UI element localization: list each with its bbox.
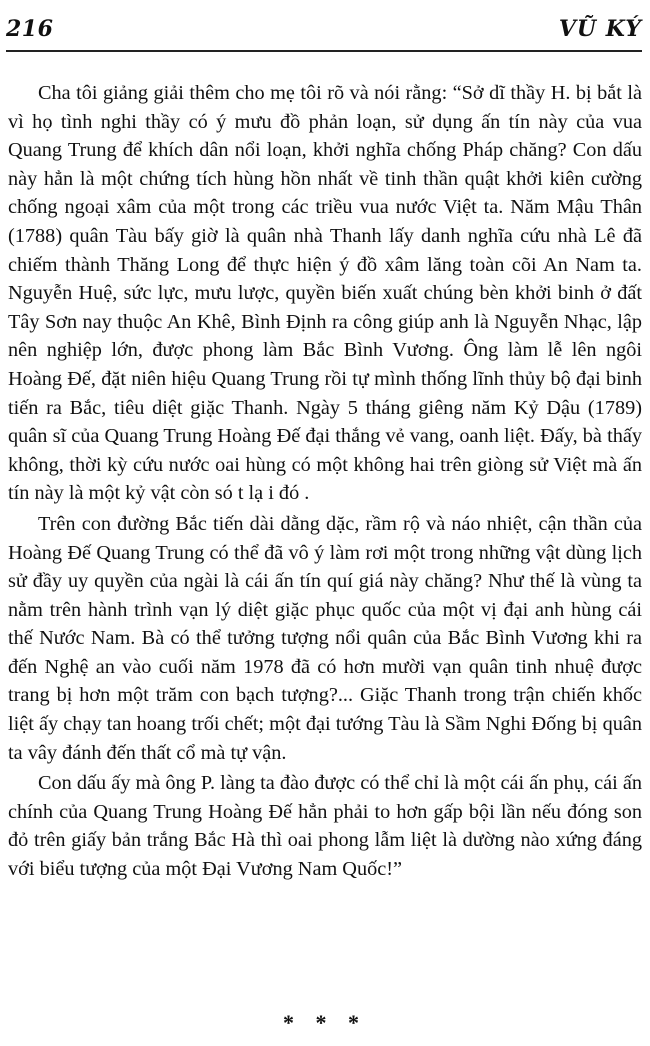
page-number: 216 (6, 16, 54, 42)
body-text (8, 79, 642, 884)
running-head: VŨ KÝ (558, 16, 642, 42)
section-break-ornament: * * * (283, 1010, 367, 1035)
page-header (6, 14, 642, 52)
paragraph: Cha tôi giảng giải thêm cho mẹ tôi rõ và nói rằng: “Sở dĩ thầy H. bị bắt là vì họ tình nghi thầy có ý mưu đồ phản loạn, sử dụng ấn tín này của vua Quang Trung để khích dân nổi loạn, khởi nghĩa chống Pháp chăng? Con dấu này hẳn là một chứng tích hùng hồn nhất về tinh thần quật khởi kiên cường chống ngoại xâm của một trong các triều vua nước Việt ta. Năm Mậu Thân (1788) quân Tàu bấy giờ là quân nhà Thanh lấy danh nghĩa cứu nhà Lê đã chiếm thành Thăng Long để thực hiện ý đồ xâm lăng toàn cõi An Nam ta. Nguyễn Huệ, sức lực, mưu lược, quyền biến xuất chúng bèn khởi binh ở đất Tây Sơn nay thuộc An Khê, Bình Định ra công giúp anh là Nguyễn Nhạc, lập nên nghiệp lớn, được phong làm Bắc Bình Vương. Ông làm lễ lên ngôi Hoàng Đế, đặt niên hiệu Quang Trung rồi tự mình thống lĩnh thủy bộ đại binh tiến ra Bắc, tiêu diệt giặc Thanh. Ngày 5 tháng giêng năm Kỷ Dậu (1789) quân sĩ của Quang Trung Hoàng Đế đại thắng vẻ vang, oanh liệt. Đấy, bà thấy không, thời kỳ cứu nước oai hùng có một không hai trên giòng sử Việt mà ấn tín này là một kỷ vật còn só t lạ i đó . (8, 82, 642, 505)
paragraph: Con dấu ấy mà ông P. làng ta đào được có thể chỉ là một cái ấn phụ, cái ấn chính của Quang Trung Hoàng Đế hẳn phải to hơn gấp bội lần nếu đóng son đỏ trên giấy bản trắng Bắc Hà thì oai phong lẫm liệt là dường nào xứng đáng với biểu tượng của một Đại Vương Nam Quốc!” (8, 772, 642, 881)
paragraph: Trên con đường Bắc tiến dài dằng dặc, rầm rộ và náo nhiệt, cận thần của Hoàng Đế Quang Trung có thể đã vô ý làm rơi một trong những vật dùng lịch sử đầy uy quyền của ngài là cái ấn tín quí giá này chăng? Như thế là vùng ta nằm trên hành trình vạn lý diệt giặc phục quốc của một vị đại anh hùng cái thế Nước Nam. Bà có thể tưởng tượng nổi quân của Bắc Bình Vương khi ra đến Nghệ an vào cuối năm 1978 đã có hơn mười vạn quân tinh nhuệ được trang bị hơn một trăm con bạch tượng?... Giặc Thanh trong trận chiến khốc liệt ấy chạy tan hoang trối chết; một đại tướng Tàu là Sầm Nghi Đống bị quân ta vây đánh đến thất cổ mà tự vận. (8, 512, 642, 764)
